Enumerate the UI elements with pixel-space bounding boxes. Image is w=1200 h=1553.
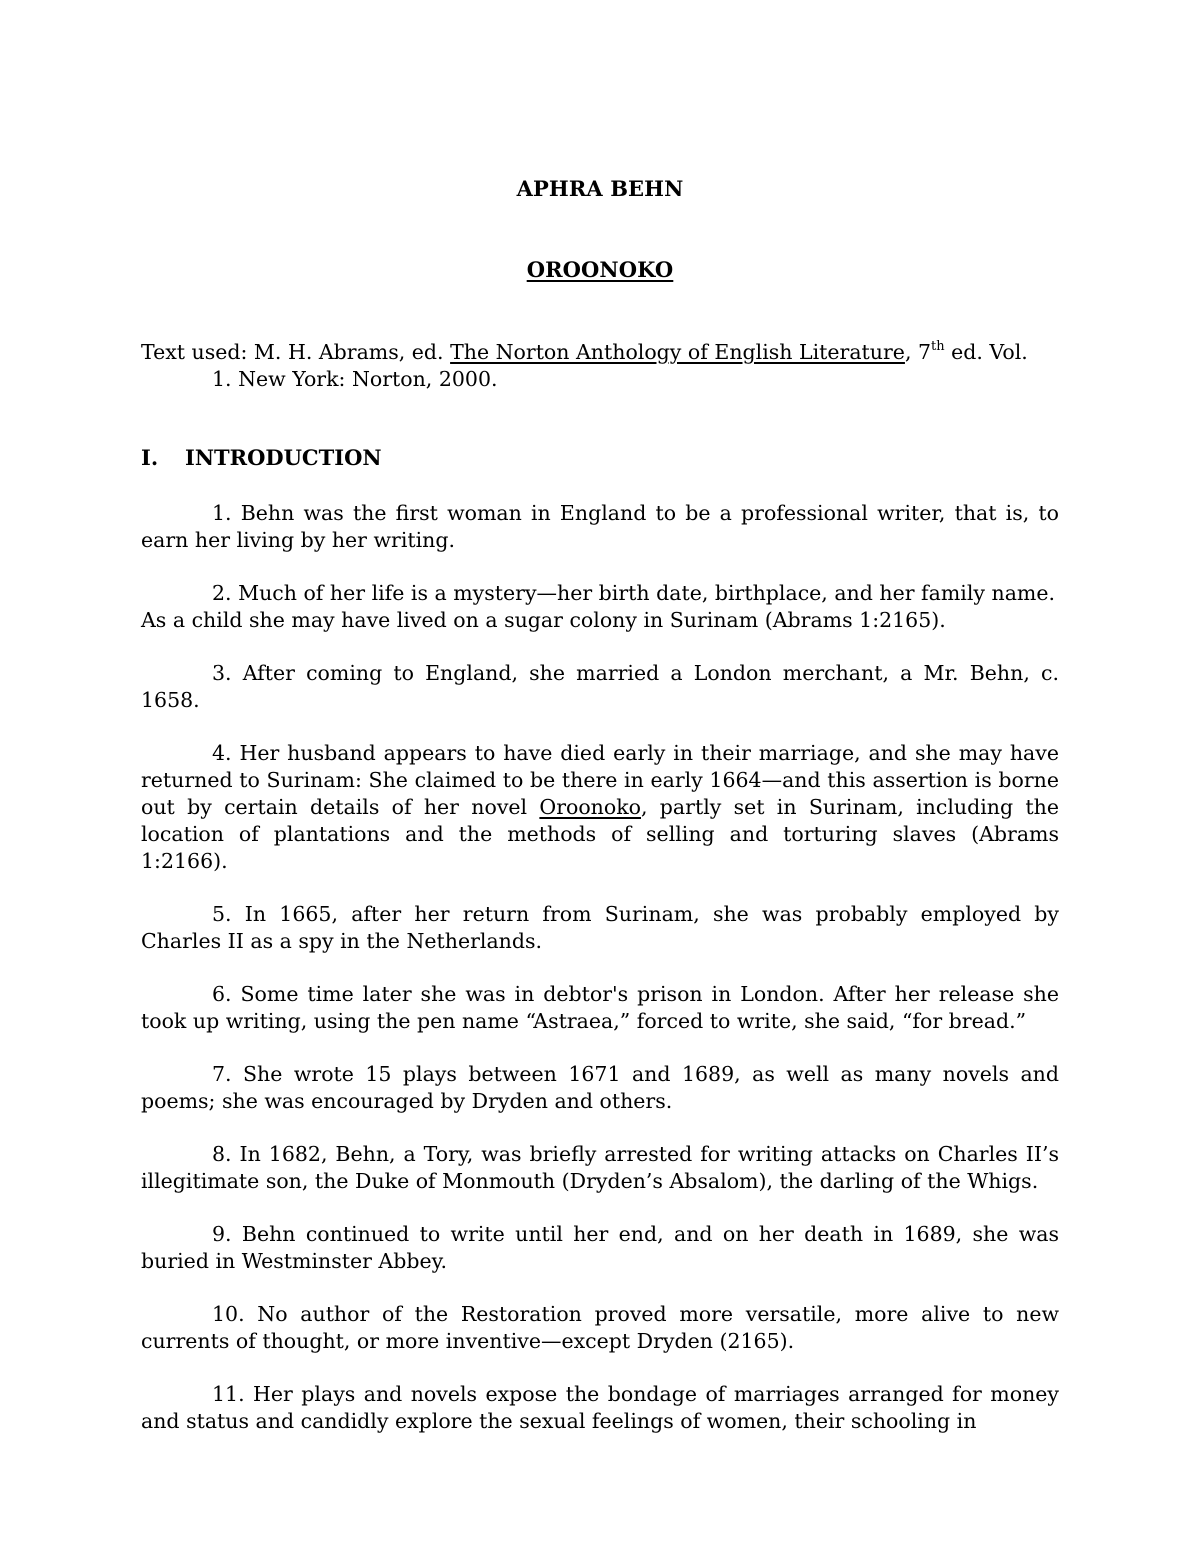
paragraph-item: 9. Behn continued to write until her end, and on her death in 1689, she was buried in Westminster Abbey. — [141, 1222, 1059, 1273]
paragraph-item: 10. No author of the Restoration proved more versatile, more alive to new currents of thought, or more inventive—except Dryden (2165). — [141, 1302, 1059, 1353]
paragraph-item — [141, 740, 1059, 875]
source-book-title: The Norton Anthology of English Literature — [450, 340, 905, 364]
paragraph-item: 3. After coming to England, she married a London merchant, a Mr. Behn, c. 1658. — [141, 661, 1059, 712]
source-citation — [141, 339, 1059, 393]
section-number: I. — [141, 445, 159, 470]
source-citation-line-1 — [141, 339, 1059, 366]
source-citation-line-2: 1. New York: Norton, 2000. — [212, 367, 498, 391]
section-title: INTRODUCTION — [185, 445, 382, 470]
paragraph-item: 7. She wrote 15 plays between 1671 and 1689, as well as many novels and poems; she was encouraged by Dryden and others. — [141, 1062, 1059, 1113]
paragraph-text: 4. Her husband appears to have died early in their marriage, and she may have returned to Surinam: She claimed to be there in early 1664—and this assertion is borne out by certain details of her novel — [141, 741, 1059, 819]
document-title: APHRA BEHN — [516, 176, 684, 201]
paragraph-item: 1. Behn was the first woman in England to be a professional writer, that is, to earn her living by her writing. — [141, 501, 1059, 552]
source-prefix: Text used: M. H. Abrams, ed. — [141, 340, 451, 364]
document-subtitle: OROONOKO — [526, 257, 674, 282]
source-edition-rest: ed. Vol. — [944, 340, 1028, 364]
paragraph-item: 2. Much of her life is a mystery—her birth date, birthplace, and her family name. As a child she may have lived on a sugar colony in Surinam (Abrams 1:2165). — [141, 581, 1056, 632]
paragraph-item: 11. Her plays and novels expose the bondage of marriages arranged for money and status and candidly explore the sexual feelings of women, their schooling in — [141, 1382, 1059, 1433]
numbered-paragraph-list — [141, 500, 1059, 1461]
section-heading — [141, 445, 382, 470]
paragraph-item: 8. In 1682, Behn, a Tory, was briefly arrested for writing attacks on Charles II’s illegitimate son, the Duke of Monmouth (Dryden’s Absalom), the darling of the Whigs. — [141, 1142, 1059, 1193]
source-edition-superscript: th — [931, 339, 945, 355]
paragraph-text: , partly set in Surinam, including the location of plantations and the methods of selling and torturing slaves (Abrams 1:2166). — [141, 795, 1059, 873]
paragraph-item: 5. In 1665, after her return from Surinam, she was probably employed by Charles II as a spy in the Netherlands. — [141, 902, 1059, 953]
paragraph-item: 6. Some time later she was in debtor's prison in London. After her release she took up writing, using the pen name “Astraea,” forced to write, she said, “for bread.” — [141, 982, 1059, 1033]
novel-title: Oroonoko — [539, 795, 641, 819]
source-after-title: , 7 — [904, 340, 932, 364]
